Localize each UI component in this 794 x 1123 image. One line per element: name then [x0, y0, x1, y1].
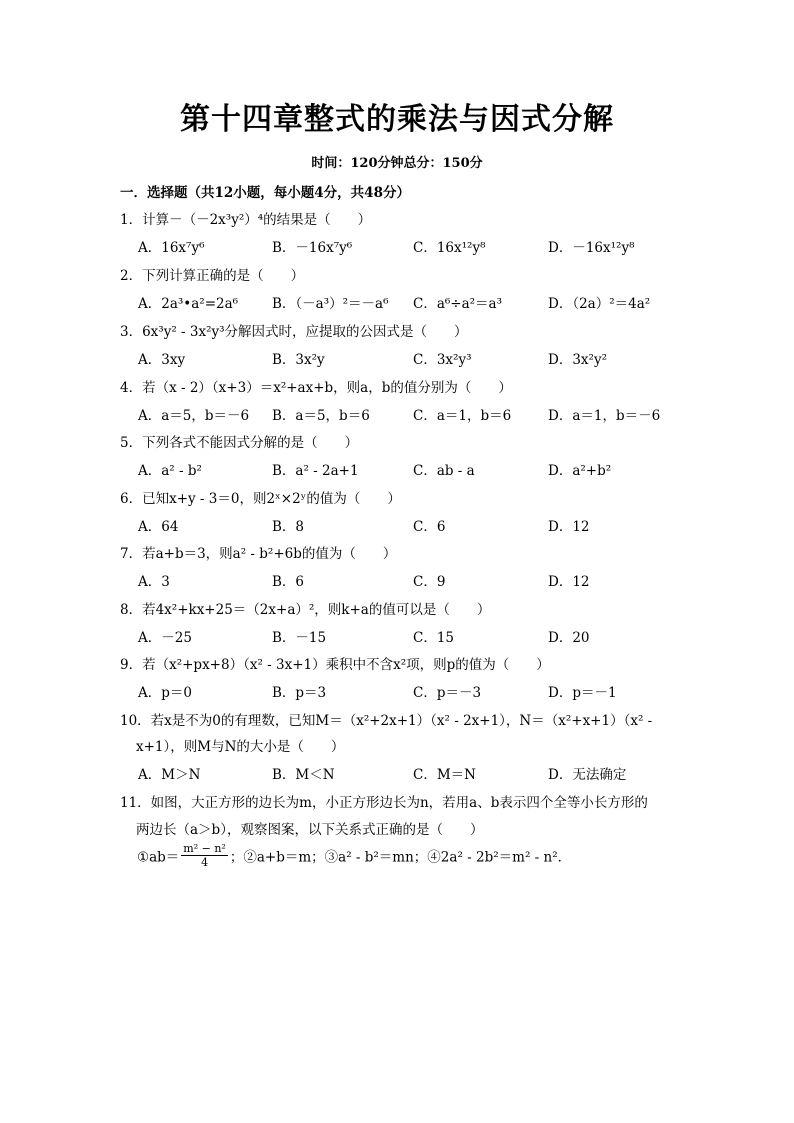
option-b[interactable]: B．a² - 2a+1 — [272, 463, 359, 479]
option-d[interactable]: D．p＝－1 — [548, 685, 617, 701]
option-d[interactable]: D．12 — [548, 519, 590, 535]
option-d[interactable]: D．a²+b² — [548, 463, 612, 479]
question-9: 9．若（x²+px+8）（x² - 3x+1）乘积中不含x²项，则p的值为（ ） — [120, 657, 550, 673]
option-c[interactable]: C．6 — [413, 519, 446, 535]
option-b[interactable]: B．－15 — [272, 630, 327, 646]
option-c[interactable]: C．ab - a — [413, 463, 475, 479]
option-b[interactable]: B．3x²y — [272, 352, 325, 368]
option-c[interactable]: C．a⁶÷a²＝a³ — [413, 296, 503, 312]
question-1: 1．计算－（－2x³y²）⁴的结果是（ ） — [120, 212, 372, 228]
option-a[interactable]: A．a＝5，b＝－6 — [138, 408, 250, 424]
option-c[interactable]: C．M＝N — [413, 767, 476, 783]
option-a[interactable]: A．M＞N — [138, 767, 201, 783]
fraction — [181, 842, 228, 869]
question-10: 10．若x是不为0的有理数，已知M＝（x²+2x+1）（x² - 2x+1），N＝（x²+x+1）（x² - — [120, 713, 653, 729]
option-c[interactable]: C．a＝1，b＝6 — [413, 408, 512, 424]
option-b[interactable]: B．－16x⁷y⁶ — [272, 240, 353, 256]
question-6: 6．已知x+y - 3＝0，则2ˣ×2ʸ的值为（ ） — [120, 491, 401, 507]
option-a[interactable]: A．3 — [138, 574, 170, 590]
fraction-denominator: 4 — [201, 856, 209, 869]
question-11: 11．如图，大正方形的边长为m，小正方形边长为n，若用a、b表示四个全等小长方形的 — [120, 795, 648, 811]
statements-line — [137, 842, 571, 869]
question-8-options — [0, 626, 794, 646]
option-b[interactable]: B．8 — [272, 519, 305, 535]
option-c[interactable]: C．3x²y³ — [413, 352, 472, 368]
option-a[interactable]: A．p＝0 — [138, 685, 192, 701]
option-b[interactable]: B．6 — [272, 574, 305, 590]
question-8: 8．若4x²+kx+25＝（2x+a）²，则k+a的值可以是（ ） — [120, 602, 491, 618]
option-d[interactable]: D．－16x¹²y⁸ — [548, 240, 635, 256]
question-3: 3．6x³y² - 3x²y³分解因式时，应提取的公因式是（ ） — [120, 324, 468, 340]
question-7: 7．若a+b＝3，则a² - b²+6b的值为（ ） — [120, 546, 397, 562]
question-5-options — [0, 459, 794, 479]
question-9-options — [0, 681, 794, 701]
option-d[interactable]: D．无法确定 — [548, 767, 627, 783]
question-1-options — [0, 236, 794, 256]
question-6-options — [0, 515, 794, 535]
option-a[interactable]: A．16x⁷y⁶ — [138, 240, 205, 256]
page-title: 第十四章整式的乘法与因式分解 — [180, 102, 614, 137]
option-d[interactable]: D．a＝1，b＝－6 — [548, 408, 661, 424]
question-2: 2．下列计算正确的是（ ） — [120, 268, 305, 284]
question-4: 4．若（x - 2）（x+3）＝x²+ax+b，则a，b的值分别为（ ） — [120, 380, 512, 396]
option-c[interactable]: C．16x¹²y⁸ — [413, 240, 486, 256]
option-d[interactable]: D．（2a）²＝4a² — [548, 296, 651, 312]
option-a[interactable]: A．64 — [138, 519, 179, 535]
option-c[interactable]: C．p＝－3 — [413, 685, 482, 701]
fraction-numerator: m² − n² — [183, 842, 226, 855]
option-a[interactable]: A．2a³•a²=2a⁶ — [138, 296, 239, 312]
question-5: 5．下列各式不能因式分解的是（ ） — [120, 435, 359, 451]
section-heading: 一．选择题（共12小题，每小题4分，共48分） — [120, 185, 410, 201]
option-a[interactable]: A．3xy — [138, 352, 186, 368]
option-b[interactable]: B．M＜N — [272, 767, 335, 783]
option-b[interactable]: B．a＝5，b＝6 — [272, 408, 370, 424]
question-4-options — [0, 404, 794, 424]
question-10-options — [0, 763, 794, 783]
option-b[interactable]: B．p＝3 — [272, 685, 327, 701]
statement-1-prefix: ①ab＝ — [137, 849, 180, 866]
question-3-options — [0, 348, 794, 368]
option-c[interactable]: C．9 — [413, 574, 446, 590]
option-d[interactable]: D．3x²y² — [548, 352, 607, 368]
question-2-options — [0, 292, 794, 312]
option-a[interactable]: A．a² - b² — [138, 463, 202, 479]
option-c[interactable]: C．15 — [413, 630, 455, 646]
option-d[interactable]: D．20 — [548, 630, 590, 646]
option-d[interactable]: D．12 — [548, 574, 590, 590]
question-7-options — [0, 570, 794, 590]
option-a[interactable]: A．－25 — [138, 630, 192, 646]
statements-rest: ；②a+b＝m；③a² - b²＝mn；④2a² - 2b²＝m² - n²． — [229, 849, 572, 866]
exam-info: 时间：120分钟总分：150分 — [311, 156, 483, 171]
question-10-continuation: x+1），则M与N的大小是（ ） — [136, 739, 345, 755]
question-11-continuation: 两边长（a＞b），观察图案，以下关系式正确的是（ ） — [136, 822, 484, 838]
option-b[interactable]: B．（－a³）²＝－a⁶ — [272, 296, 389, 312]
